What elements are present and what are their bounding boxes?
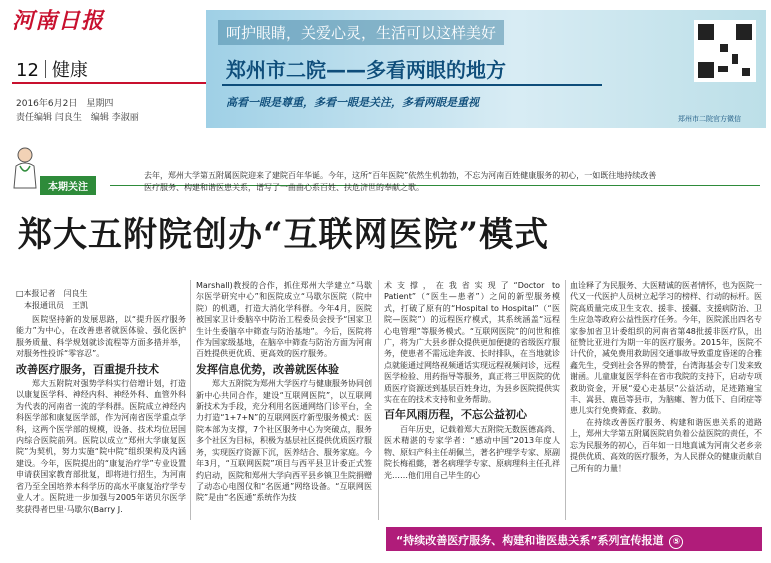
series-footer-banner (386, 527, 762, 551)
qr-code-icon (694, 20, 756, 82)
column-divider (190, 280, 191, 520)
paragraph: 术支撑，在我省实现了“Doctor to Patient”（“医生—患者”）之间的新型服务模式，打破了原有的“Hospital to Hospital”（“医院—医院”）的远程医疗模式，其系统涵盖“远程心电管理”等服务模式。“互联网医院”的问世和推广，将为广大县乡群众提供更加便捷的省级医疗服务，使患者不需远途奔波、长时排队，在当地就诊点就能通过网络视频通话实现远程视频问诊，远程医学检验、用药指导等服务，真正将三甲医院的优质医疗资源送到基层百姓身边，为县乡医院提供实实在在的技术支持和业务帮助。 (384, 281, 560, 405)
subheading: 发挥信息优势，改善就医体验 (196, 362, 339, 376)
paragraph: 百年历史，记载着郑大五附院无数医德高尚、医术精湛的专家学者：“感动中国”2013年度人物、原妇产科主任胡佩兰，著名护理学专家、原副院长梅祖懿，著名病理学专家、原病理科主任孔祥光……他们用自己毕生的心 (384, 424, 560, 480)
subheading: 百年风雨历程，不忘公益初心 (384, 408, 527, 422)
article-column-1 (16, 314, 186, 562)
editors-credit: 责任编辑 闫良生 编辑 李淑丽 (16, 113, 139, 123)
paragraph: 郑大五附院对强势学科实行倍增计划，打造以康复医学科、神经内科、神经外科、血管外科为代表的河南省一流的学科群。医院成立神经内科医学部和康复医学部，作为河南省医学重点学科，这两个医学部的规模，设备、技术均位居国内综合医院前列。医院以成立“郑州大学康复医院”为契机，努力实施“院中院”组织架构及内涵建设。今年，医院提出的“康复治疗学”专业设置申请获国家教育部批复，即将进行招生，为河南省乃至全国培养本科学历的高水平康复治疗学专业人才。医院进一步加强与2005年诺贝尔医学奖获得者巴里·马歇尔(Barry J. (16, 379, 186, 514)
subheading: 改善医疗服务，百重提升技术 (16, 362, 159, 376)
article-intro: 去年，郑州大学第五附属医院迎来了建院百年华诞。今年，这所“百年医院”依然生机勃勃，不忘为河南百姓健康服务的初心，一如既往地持续改善医疗服务、构建和谐医患关系，谱写了一曲曲心系百姓、扶危济世的奉献之歌。 (144, 171, 657, 192)
series-title: “持续改善医疗服务、构建和谐医患关系”系列宣传报道 (396, 534, 664, 547)
correspondent-credit: 本报通讯员 王凯 (16, 301, 88, 310)
wechat-caption: 郑州市二院官方微信 (678, 115, 741, 123)
column-divider (565, 280, 566, 520)
column-divider (378, 280, 379, 520)
masthead-rule (12, 82, 222, 84)
banner-slogan: 呵护眼睛，关爱心灵，生活可以这样美好 (218, 20, 504, 45)
paragraph: 郑大五附院为郑州大学医疗与健康服务协同创新中心共同合作，建设“互联网医院”，以互联网新技术为手段，充分利用名医通网络门诊平台，全力打造“1+7+N”的互联网医疗新型服务模式：医院本部为支撑，7个社区服务中心为突破点，服务多个社区为目标，积极为基层社区提供优质医疗服务，实现医疗资源下沉，医养结合、服务家庭。今年3月，“互联网医院”项目与西平县卫计委正式签约启动，医院和郑州大学向西平县乡镇卫生院捐赠了动态心电图仪和“名医通”网络设备。“互联网医院”是由“名医通”系统作为技 (196, 379, 372, 503)
section-label (16, 56, 88, 82)
hospital-ad-banner (206, 10, 766, 128)
reporter-credit: □本报记者 闫良生 (16, 289, 88, 298)
series-number: ⑤ (669, 535, 683, 549)
banner-rule (222, 84, 602, 86)
doctor-illustration-icon (10, 146, 40, 190)
divider (45, 60, 46, 78)
page-number: 12 (16, 60, 39, 81)
article-column-2 (196, 280, 372, 562)
section-name: 健康 (51, 60, 88, 81)
article-column-3 (384, 280, 560, 520)
newspaper-logo: 河南日报 (12, 8, 105, 34)
paragraph: 血诠释了为民服务、大医精诚的医者情怀，也为医院一代又一代医护人员树立起学习的榜样、行动的标杆。医院高质量完成卫生支农、援非、援疆、支援病防治、卫生应急等政府公益性医疗任务。今年，医院派出四名专家参加省卫计委组织的河南省第48批援非医疗队，出征赞比亚进行为期一年的医疗服务。2015年，医院不计代价，减免费用救助因交通事故导致重度昏迷的合雅鑫先生，受到社会各界的赞誉，台湾海基会专门发来致谢函。儿童康复医学科在省市我院的支持下，启动专项救助资金，开展“爱心走基层”公益活动，足迹踏遍宝丰、嵩县、鹿邑等县市，为脑瘫、智力低下、自闭症等患儿实行免费筛查、救助。 (570, 281, 762, 416)
paragraph: Marshall)教授的合作，抓住郑州大学建立“马歇尔医学研究中心”和医院成立“马歇尔医院（院中院）的机遇，打造大消化学科群。今年4月，医院被国家卫计委脑卒中防治工程委员会授予“国家卫生计生委脑卒中筛查与防治基地”。今后，医院将作为国家级基地，在脑卒中筛查与防治方面为河南百姓提供更优质、更高效的医疗服务。 (196, 281, 372, 359)
banner-subtitle: 高看一眼是尊重，多看一眼是关注，多看两眼是重视 (226, 96, 479, 109)
column-tag: 本期关注 (40, 176, 96, 195)
article-headline: 郑大五附院创办“互联网医院”模式 (18, 215, 550, 255)
article-column-4 (570, 280, 762, 520)
banner-title: 郑州市二院——多看两眼的地方 (226, 58, 506, 82)
lead-paragraph: 医院坚持新的发展思路，以“提升医疗服务能力”为中心，在改善患者就医体验、强化医护服务质量、科学规划就诊流程等方面多措并举，对服务性投诉“零容忍”。 (16, 315, 186, 359)
issue-date: 2016年6月2日 星期四 (16, 99, 114, 109)
paragraph: 在持续改善医疗服务、构建和谐医患关系的道路上，郑州大学第五附属医院肩负着公益医院的责任，不忘为民服务的初心，百年如一日地真诚为河南父老乡亲提供优质、高效的医疗服务，为人民群众的健康贡献自己所有的力量！ (570, 417, 762, 473)
byline (16, 288, 88, 312)
